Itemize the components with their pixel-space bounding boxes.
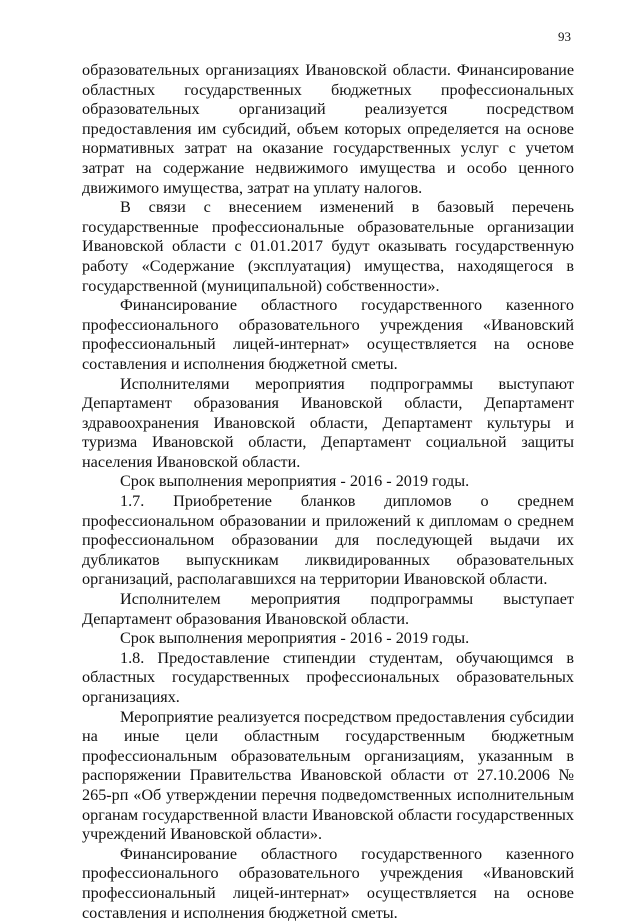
paragraph-base-list-changes: В связи с внесением изменений в базовый перечень государственные профессиональные образовательные организации Ивановской области с 01.01.2017 будут оказывать государственную работу «Содержание (эксплуатация) имущества, находящегося в государственной (муниципальной) собственности».	[82, 198, 574, 295]
page-number: 93	[558, 29, 571, 44]
paragraph-executors: Исполнителями мероприятия подпрограммы выступают Департамент образования Ивановской области, Департамент здравоохранения Ивановской области, Департамент культуры и туризма Ивановской области, Департамент социальной защиты населения Ивановской области.	[82, 374, 574, 471]
document-body	[82, 61, 574, 923]
paragraph-lyceum-financing: Финансирование областного государственного казенного профессионального образовательного учреждения «Ивановский профессиональный лицей-интернат» осуществляется на основе составления и исполнения бюджетной сметы.	[82, 296, 574, 373]
paragraph-item-1-7: 1.7. Приобретение бланков дипломов о среднем профессиональном образовании и приложений к дипломам о среднем профессиональном образовании для последующей выдачи их дубликатов выпускникам ликвидированных образовательных организаций, располагавшихся на территории Ивановской области.	[82, 492, 574, 589]
paragraph-term: Срок выполнения мероприятия - 2016 - 2019 годы.	[120, 472, 470, 491]
paragraph-term-1-7: Срок выполнения мероприятия - 2016 - 2019 годы.	[120, 629, 470, 648]
paragraph-item-1-8: 1.8. Предоставление стипендии студентам, обучающимся в областных государственных профессиональных образовательных организациях.	[82, 648, 574, 706]
paragraph-lyceum-financing-repeat: Финансирование областного государственного казенного профессионального образовательного учреждения «Ивановский профессиональный лицей-интернат» осуществляется на основе составления и исполнения бюджетной сметы.	[82, 844, 574, 922]
paragraph-executor-1-7: Исполнителем мероприятия подпрограммы выступает Департамент образования Ивановской области.	[82, 590, 574, 628]
paragraph-financing-continuation: образовательных организациях Ивановской области. Финансирование областных государственных бюджетных профессиональных образовательных организаций реализуется посредством предоставления им субсидий, объем которых определяется на основе нормативных затрат на оказание государственных услуг с учетом затрат на содержание недвижимого имущества и особо ценного движимого имущества, затрат на уплату налогов.	[82, 61, 574, 197]
paragraph-subsidy-implementation: Мероприятие реализуется посредством предоставления субсидии на иные цели областным государственным бюджетным профессиональным образовательным организациям, указанным в распоряжении Правительства Ивановской области от 27.10.2006 № 265-рп «Об утверждении перечня подведомственных исполнительным органам государственной власти Ивановской области государственных учреждений Ивановской области».	[82, 707, 574, 844]
